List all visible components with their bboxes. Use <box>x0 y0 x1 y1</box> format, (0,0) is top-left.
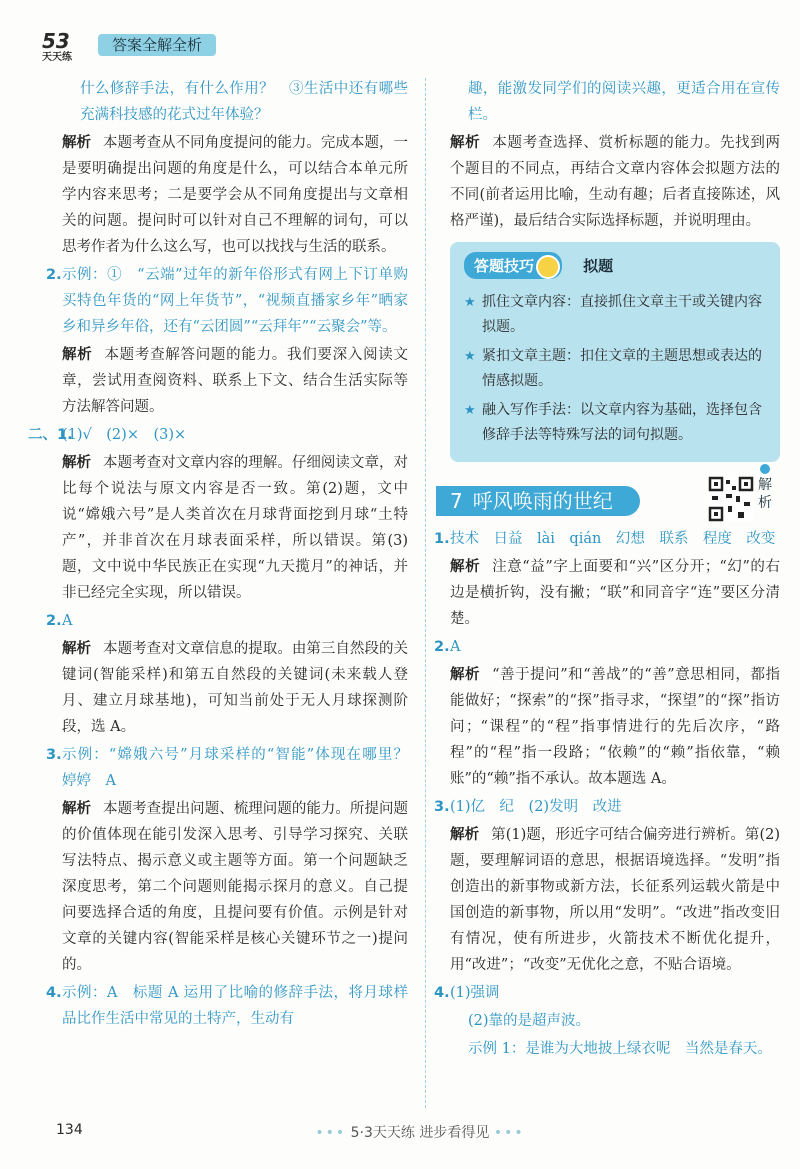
answer-item: 3. 示例：“嫦娥六号”月球采样的“智能”体现在哪里？ 婷婷 A <box>62 742 408 794</box>
tip-item: ★ 抓住文章内容：直接抓住文章主干或关键内容拟题。 <box>464 290 768 340</box>
left-column <box>28 76 423 1034</box>
answer-item: 2. A <box>62 608 408 634</box>
analysis-label: 解析 <box>450 558 481 575</box>
answer-item: 4. 示例：A 标题 A 运用了比喻的修辞手法，将月球样品比作生活中常见的土特产，生动有 <box>62 980 408 1032</box>
question-number: 二、1. <box>28 427 73 443</box>
tip-item: ★ 融入写作手法：以文章内容为基础，选择包含修辞手法等特殊写法的词句拟题。 <box>464 398 768 448</box>
answer-item: 1. 技术 日益 lài qián 幻想 联系 程度 改变 <box>450 526 780 552</box>
analysis-paragraph: 解析 本题考查解答问题的能力。我们要深入阅读文章，尝试用查阅资料、联系上下文、结合生活实际等方法解答问题。 <box>62 346 409 415</box>
question-number: 3. <box>46 747 62 763</box>
analysis-label: 解析 <box>62 346 93 363</box>
play-icon <box>760 464 770 474</box>
page-number: 134 <box>56 1122 83 1138</box>
analysis-paragraph: 解析 本题考查从不同角度提问的能力。完成本题，一是要明确提出问题的角度是什么，可以结合本单元所学内容来思考；二是要学会从不同角度提出与文章相关的问题。提问时可以针对自己不理解的词句，可以思考作者为什么这么写，也可以找找与生活的联系。 <box>62 134 408 255</box>
section-tag: 答案全解全析 <box>98 34 216 56</box>
answer-text: 什么修辞手法，有什么作用？ ③生活中还有哪些充满科技感的花式过年体验？ <box>80 81 408 123</box>
svg-text:天天练: 天天练 <box>42 52 72 62</box>
lesson-title: 7 呼风唤雨的世纪 <box>436 486 640 516</box>
analysis-paragraph: 解析 本题考查对文章内容的理解。仔细阅读文章，对比每个说法与原文内容是否一致。第(2)题，文中说“嫦娥六号”是人类首次在月球背面挖到月球“土特产”，并非首次在月球表面采样，所以错误。第(3)题，文中说中华民族正在实现“九天揽月”的神话，并非已经完全实现，所以错误。 <box>62 454 408 601</box>
answer-item: 4. (1)强调 <box>450 980 780 1006</box>
page-footer <box>0 1122 800 1146</box>
analysis-paragraph: 解析 注意“益”字上面要和“兴”区分开；“幻”的右边是横折钩，没有撇；“联”和同音字“连”要区分清楚。 <box>450 558 780 627</box>
question-number: 2. <box>434 639 450 655</box>
analysis-paragraph: 解析 本题考查提出问题、梳理问题的能力。所提问题的价值体现在能引发深入思考、引导学习探究、关联写法特点、揭示意义或主题等方面。第一个问题缺乏深度思考，第二个问题则能揭示探月的意义。自己提问要选择合适的角度，且提问要有价值。示例是针对文章的关键内容(智能采样是核心关键环节之一)提问的。 <box>62 800 408 973</box>
analysis-paragraph: 解析 本题考查对文章信息的提取。由第三自然段的关键词(智能采样)和第五自然段的关键词(未来载人登月、建立月球基地)，可知当前处于无人月球探测阶段，选 A。 <box>62 640 408 735</box>
analysis-label: 解析 <box>62 134 92 151</box>
answer-item: 2. 示例：① “云端”过年的新年俗形式有网上下订单购买特色年货的“网上年货节”，“视频直播家乡年”晒家乡和异乡年俗，还有“云团圆”“云拜年”“云聚会”等。 <box>62 262 408 340</box>
analysis-paragraph: 解析 第(1)题，形近字可结合偏旁进行辨析。第(2)题，要理解词语的意思，根据语境选择。“发明”指创造出的新事物或新方法，长征系列运载火箭是中国创造的新事物，所以用“发明”。“改进”指改变旧有情况，使有所进步，火箭技术不断优化提升，用“改进”；“改变”无优化之意，不贴合语境。 <box>450 826 781 973</box>
tips-title: 拟题 <box>583 257 614 275</box>
star-icon: ★ <box>464 295 476 310</box>
answer-item: 3. (1)亿 纪 (2)发明 改进 <box>450 794 780 820</box>
star-icon: ★ <box>464 349 476 364</box>
analysis-label: 解析 <box>62 640 92 657</box>
analysis-label: 解析 <box>62 800 92 817</box>
lightbulb-icon <box>536 255 560 279</box>
analysis-label: 解析 <box>450 134 481 151</box>
analysis-label: 解析 <box>450 666 481 683</box>
brand-logo <box>40 28 100 62</box>
question-number: 4. <box>434 985 450 1001</box>
lesson-header <box>450 476 780 522</box>
right-column <box>434 76 781 1064</box>
analysis-paragraph: 解析 “善于提问”和“善战”的“善”意思相同，都指能做好；“探索”的“探”指寻求，“探望”的“探”指访问；“课程”的“程”指事情进行的先后次序，“路程”的“程”指一段路；“依赖”的“赖”指依靠，“赖账”的“赖”指不承认。故本题选 A。 <box>450 666 780 787</box>
tips-badge: 答题技巧 <box>464 252 562 279</box>
answer-item: 二、1. (1)√ (2)× (3)× <box>62 422 408 448</box>
question-number: 4. <box>46 985 62 1001</box>
tips-box <box>450 242 780 462</box>
question-number: 1. <box>434 531 450 547</box>
answer-text: 趣，能激发同学们的阅读兴趣，更适合用在宣传栏。 <box>468 81 780 123</box>
answer-text: 示例 1：是谁为大地披上绿衣呢 当然是春天。 <box>468 1041 772 1057</box>
footer-brand: ••• 5·3天天练 进步看得见 ••• <box>315 1125 525 1141</box>
analysis-label: 解析 <box>62 454 92 471</box>
analysis-label: 解析 <box>450 826 480 843</box>
question-number: 2. <box>46 613 62 629</box>
question-number: 2. <box>46 267 62 283</box>
qr-label: 解析 <box>758 477 772 511</box>
svg-text:53: 53 <box>42 29 70 53</box>
star-icon: ★ <box>464 403 476 418</box>
column-divider <box>425 78 426 1108</box>
tip-item: ★ 紧扣文章主题：扣住文章的主题思想或表达的情感拟题。 <box>464 344 768 394</box>
page-header <box>40 28 300 62</box>
qr-code-icon[interactable] <box>708 476 754 522</box>
answer-item: 2. A <box>450 634 780 660</box>
analysis-paragraph: 解析 本题考查选择、赏析标题的能力。先找到两个题目的不同点，再结合文章内容体会拟题方法的不同(前者运用比喻，生动有趣；后者直接陈述，风格严谨)，最后结合实际选择标题，并说明理由。 <box>450 134 781 229</box>
answer-text: (2)靠的是超声波。 <box>468 1013 591 1029</box>
question-number: 3. <box>434 799 450 815</box>
